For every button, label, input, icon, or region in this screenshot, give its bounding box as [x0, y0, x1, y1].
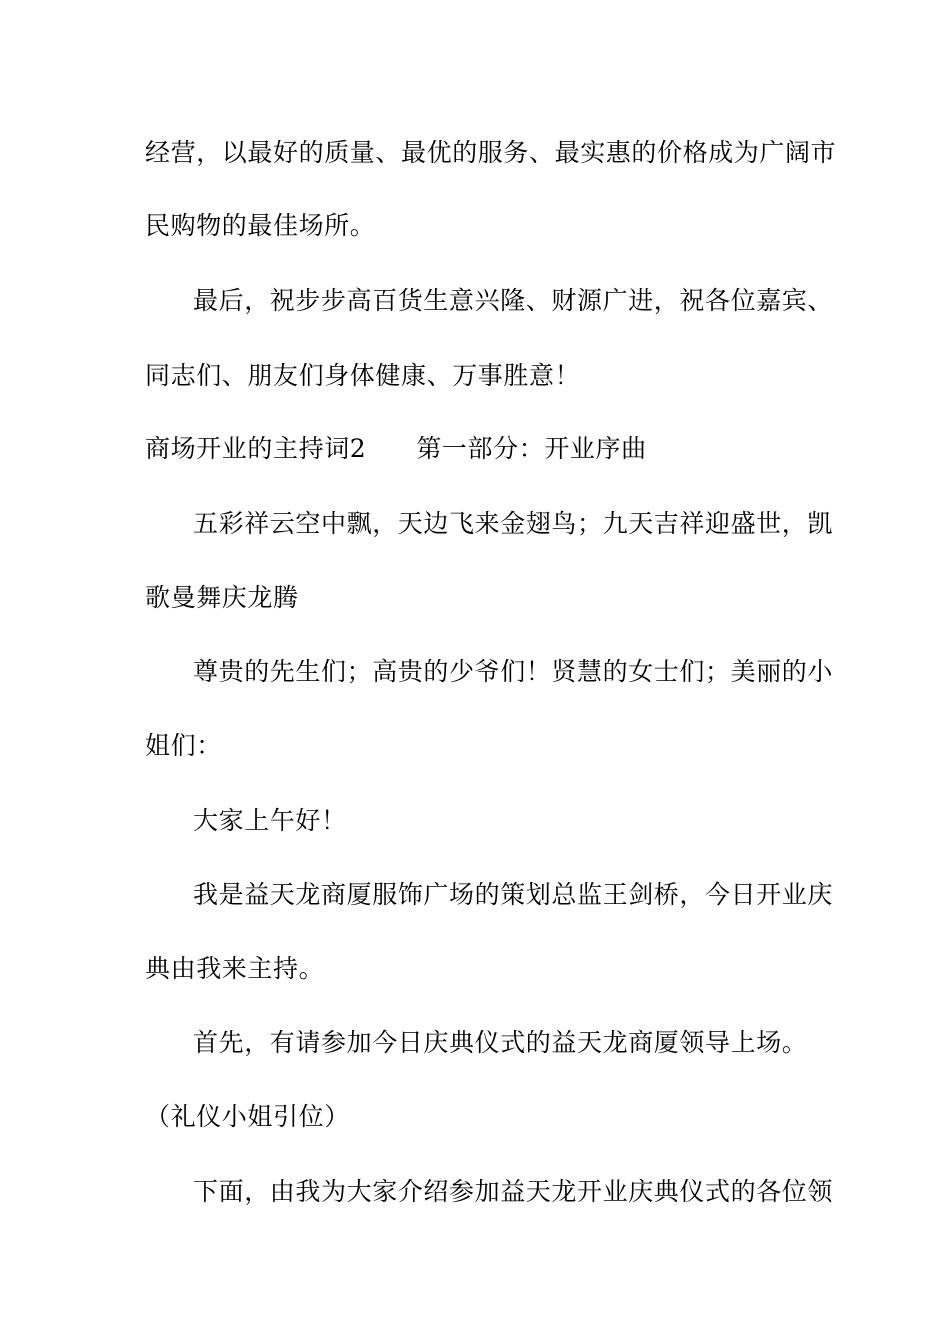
- paragraph-line: 最后，祝步步高百货生意兴隆、财源广进，祝各位嘉宾、: [193, 286, 834, 315]
- document-subtitle: 商场开业的主持词2: [145, 434, 367, 463]
- paragraph-line: 姐们：: [145, 731, 222, 760]
- paragraph-line: 经营，以最好的质量、最优的服务、最实惠的价格成为广阔市: [145, 138, 837, 167]
- paragraph-line: 尊贵的先生们；高贵的少爷们！贤慧的女士们；美丽的小: [193, 657, 834, 686]
- section-heading-line: [145, 432, 825, 466]
- paragraph-line: 五彩祥云空中飘，天边飞来金翅鸟；九天吉祥迎盛世，凯: [193, 509, 834, 538]
- paragraph-line: 我是益天龙商厦服饰广场的策划总监王剑桥，今日开业庆: [193, 880, 834, 909]
- paragraph-line: 歌曼舞庆龙腾: [145, 583, 299, 612]
- section-title: 第一部分：开业序曲: [416, 434, 647, 463]
- paragraph-line: 同志们、朋友们身体健康、万事胜意！: [145, 361, 581, 390]
- paragraph-line: 下面，由我为大家介绍参加益天龙开业庆典仪式的各位领: [193, 1177, 834, 1206]
- paragraph-line: 首先，有请参加今日庆典仪式的益天龙商厦领导上场。: [193, 1028, 808, 1057]
- paragraph-line: 民购物的最佳场所。: [145, 211, 376, 240]
- paragraph-line: 大家上午好！: [193, 806, 347, 835]
- paragraph-line: 典由我来主持。: [145, 954, 325, 983]
- paragraph-line: （礼仪小姐引位）: [145, 1102, 350, 1131]
